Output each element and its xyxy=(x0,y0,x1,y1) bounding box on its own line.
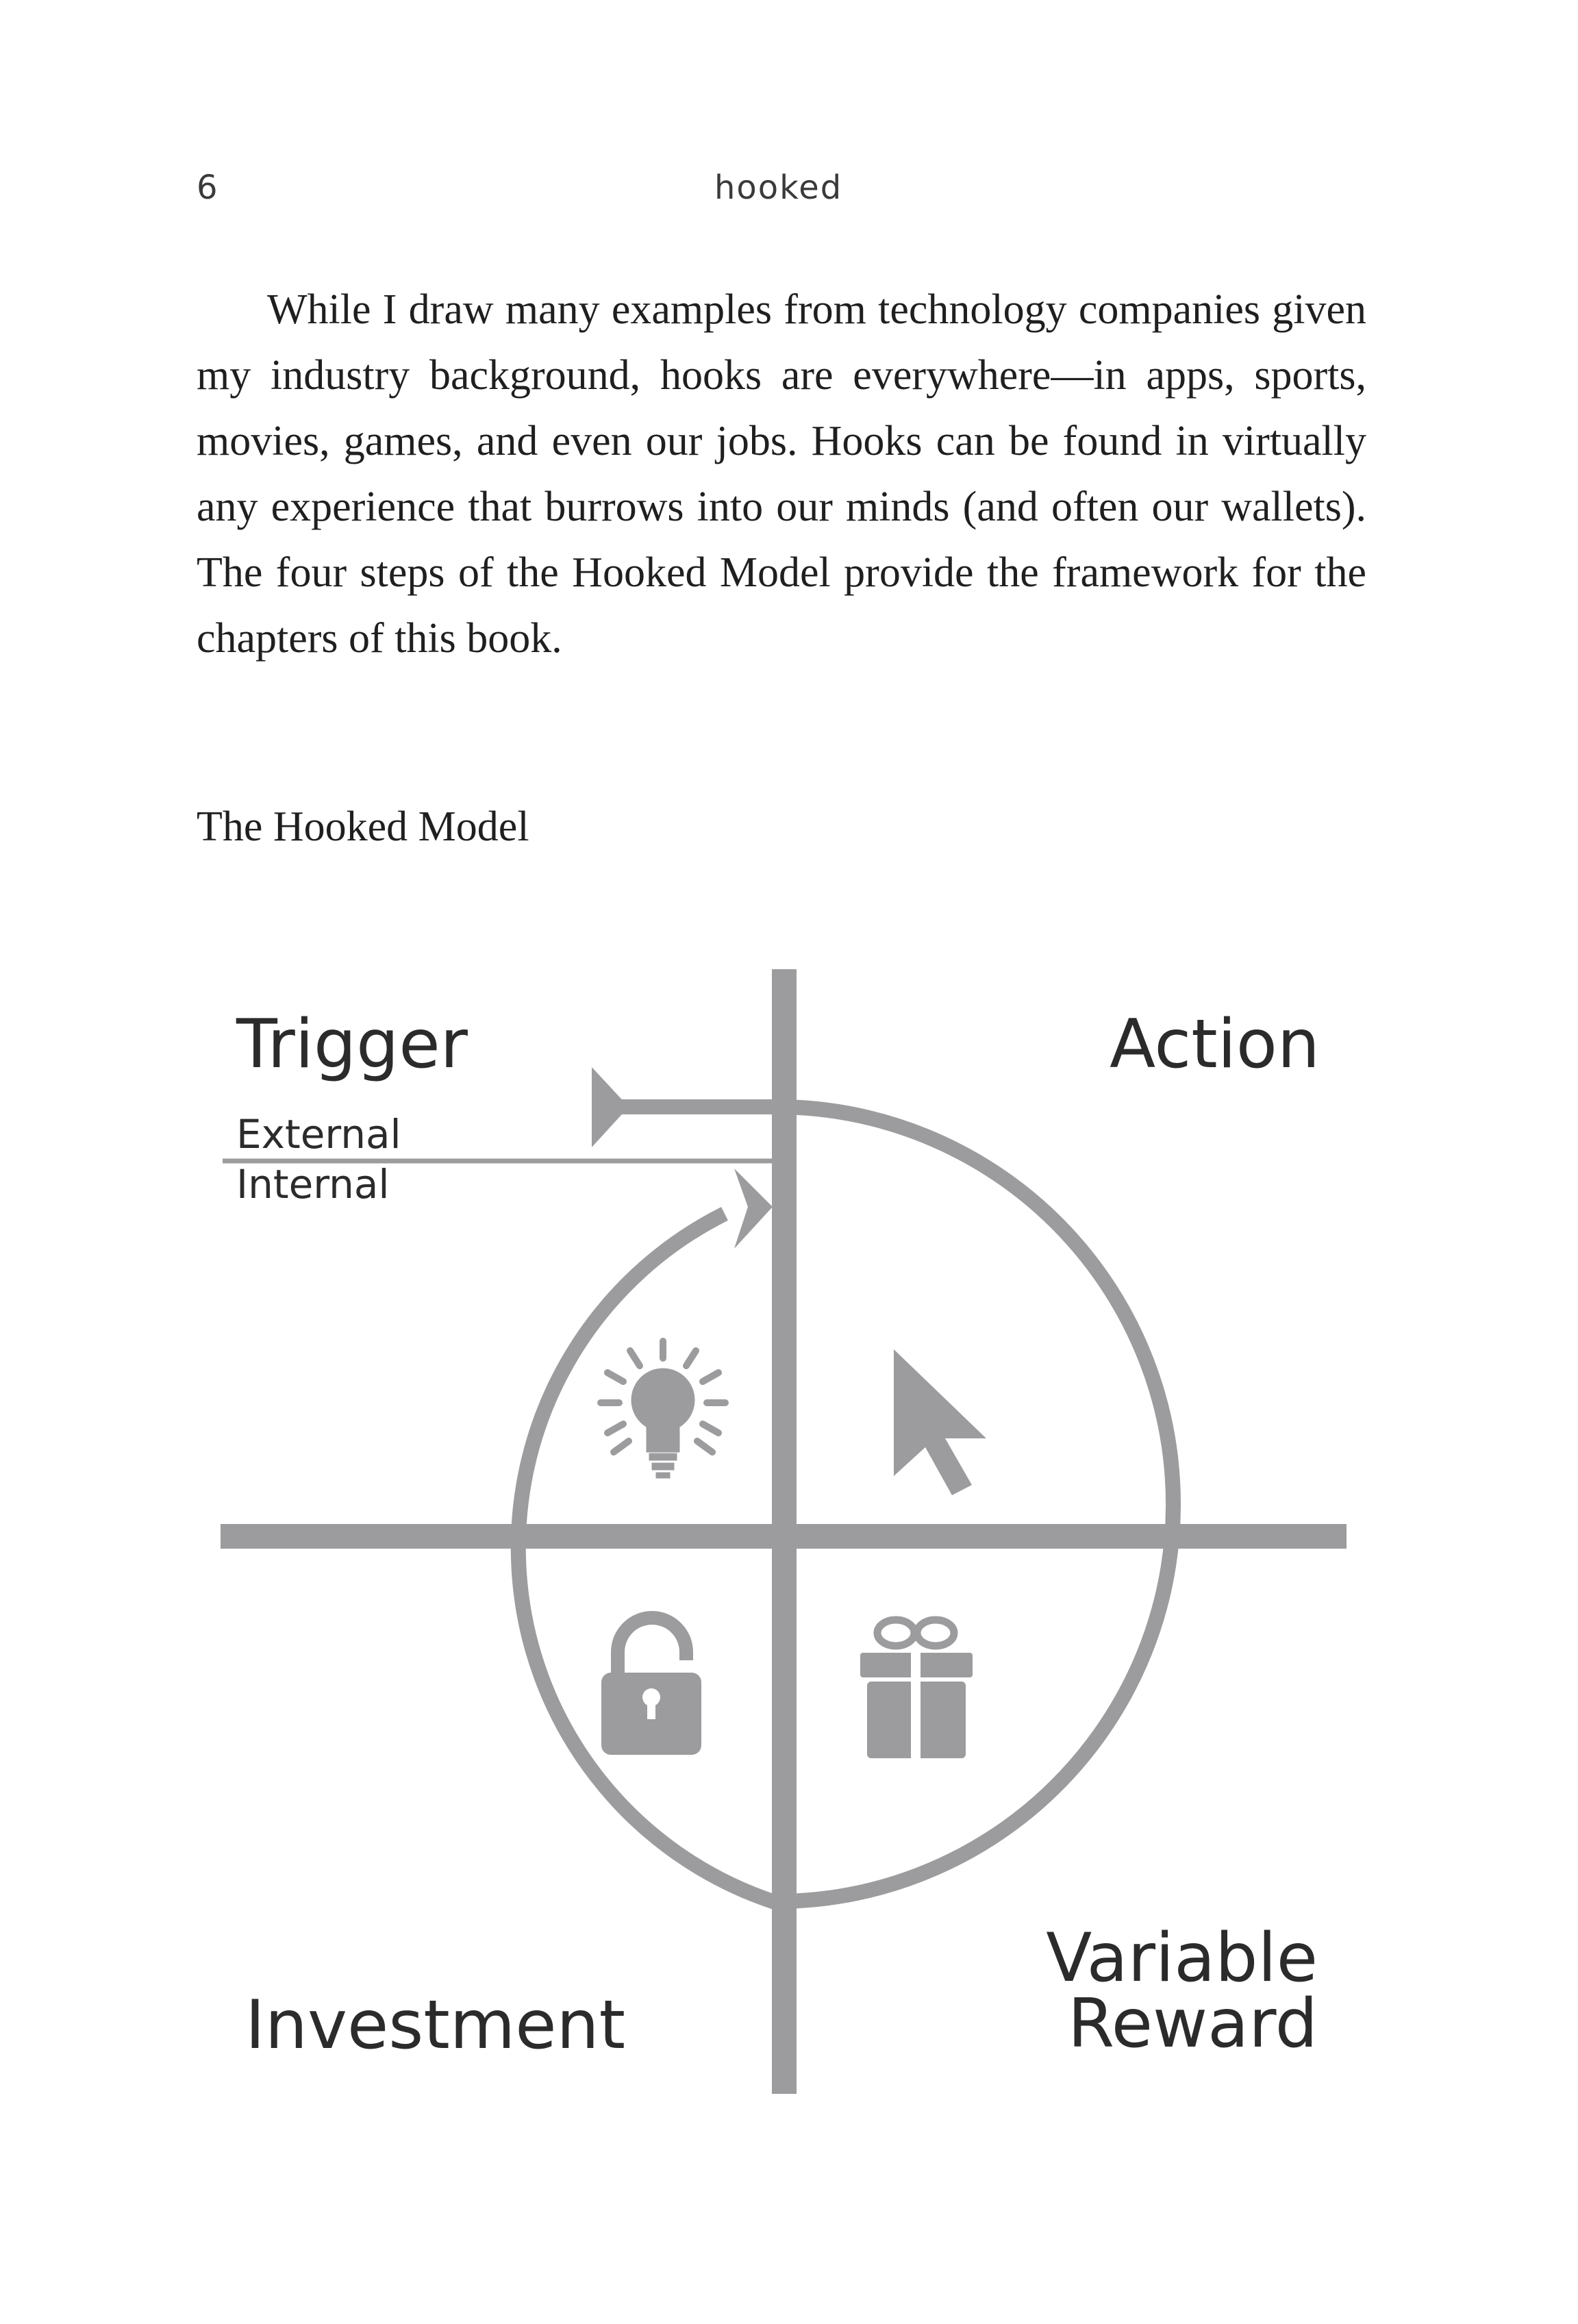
cursor-arrow-icon xyxy=(894,1349,986,1495)
body-paragraph: While I draw many examples from technology companies given my industry background, hooks are everywhere—in apps, sports, movies, games, and even our jobs. Hooks can be found in virtually any experience that burrows into our minds (and often our wallets). The four steps of the Hooked Model provide the framework for the chapters of this book. xyxy=(197,286,1366,662)
gift-box-icon xyxy=(860,1620,973,1758)
action-label: Action xyxy=(1110,1005,1320,1084)
trigger-label: Trigger xyxy=(236,1005,468,1084)
internal-trigger-arrowhead xyxy=(734,1169,773,1249)
external-trigger-arrowhead xyxy=(592,1067,629,1147)
lightbulb-icon xyxy=(601,1341,725,1478)
cycle-path xyxy=(518,1107,1173,1901)
external-trigger-label: External xyxy=(236,1111,401,1158)
book-title: hooked xyxy=(714,168,843,207)
figure-caption: The Hooked Model xyxy=(197,803,529,850)
page-number: 6 xyxy=(197,168,219,207)
internal-trigger-label: Internal xyxy=(236,1161,390,1208)
padlock-open-icon xyxy=(601,1618,701,1755)
variable-reward-label-line1: Variable xyxy=(1046,1919,1318,1997)
investment-label: Investment xyxy=(245,1986,626,2064)
variable-reward-label-line2: Reward xyxy=(1068,1985,1318,2063)
